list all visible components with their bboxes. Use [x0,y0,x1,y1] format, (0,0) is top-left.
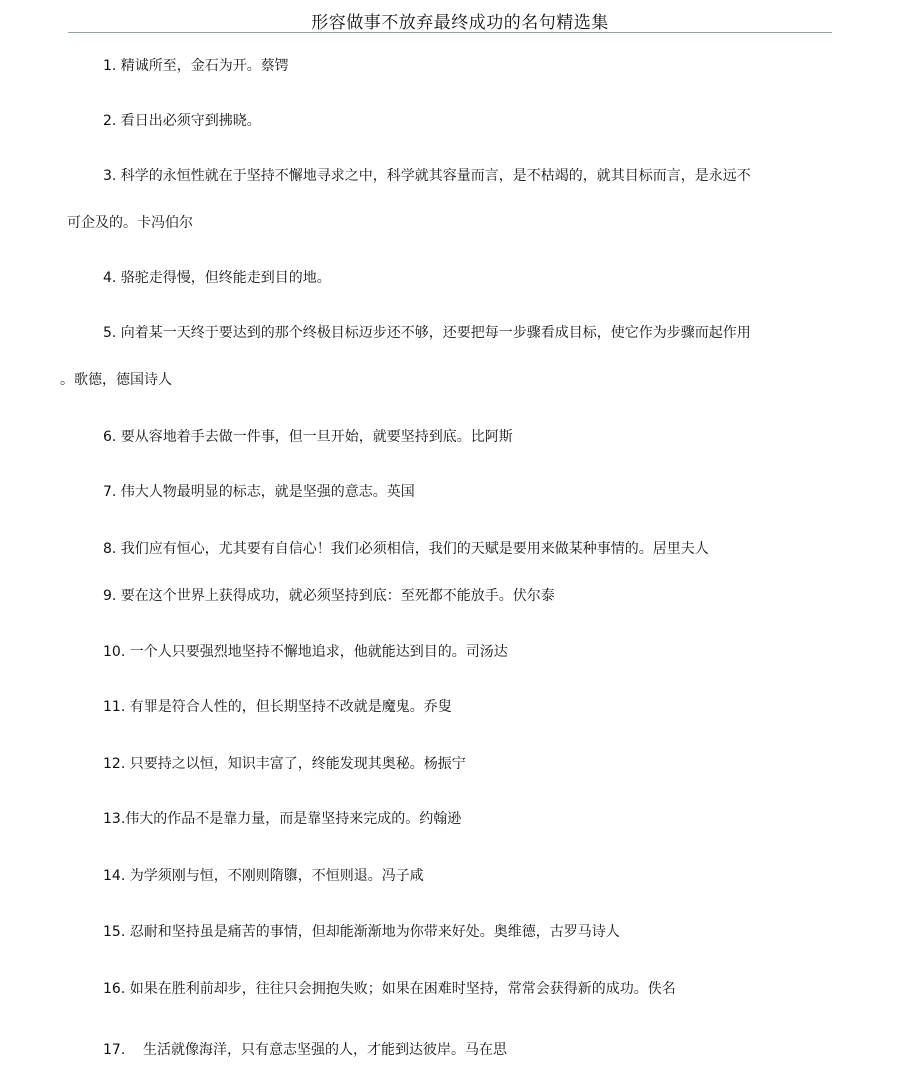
quote-4: 4. 骆驼走得慢，但终能走到目的地。 [103,270,331,286]
quote-10: 10. 一个人只要强烈地坚持不懈地追求，他就能达到目的。司汤达 [103,644,508,660]
header-divider [68,32,832,33]
quote-3: 3. 科学的永恒性就在于坚持不懈地寻求之中，科学就其容量而言，是不枯竭的，就其目标而言，是永远不 [103,168,751,184]
quote-17: 生活就像海洋，只有意志坚强的人，才能到达彼岸。马在思 [143,1042,507,1058]
quote-14: 14. 为学须刚与恒，不刚则隋隳，不恒则退。冯子咸 [103,868,424,884]
quote-9: 9. 要在这个世界上获得成功，就必须坚持到底：至死都不能放手。伏尔泰 [103,588,555,604]
quote-2: 2. 看日出必须守到拂晓。 [103,113,261,129]
quote-15: 15. 忍耐和坚持虽是痛苦的事情，但却能渐渐地为你带来好处。奥维德，古罗马诗人 [103,924,620,940]
quote-5: 5. 向着某一天终于要达到的那个终极目标迈步还不够，还要把每一步骤看成目标，使它作为步骤而起作用 [103,325,751,341]
quote-13: 13.伟大的作品不是靠力量，而是靠坚持来完成的。约翰逊 [103,811,462,827]
quote-16: 16. 如果在胜利前却步，往往只会拥抱失败；如果在困难时坚持，常常会获得新的成功。佚名 [103,981,676,997]
quote-3-continuation: 可企及的。卡冯伯尔 [67,215,193,231]
quote-7: 7. 伟大人物最明显的标志，就是坚强的意志。英国 [103,484,415,500]
quote-1: 1. 精诚所至，金石为开。蔡锷 [103,58,289,74]
quote-11: 11. 有罪是符合人性的，但长期坚持不改就是魔鬼。乔叟 [103,699,452,715]
quote-6: 6. 要从容地着手去做一件事，但一旦开始，就要坚持到底。比阿斯 [103,429,513,445]
quote-5-continuation: 。歌德，德国诗人 [60,372,172,388]
quote-8: 8. 我们应有恒心，尤其要有自信心！我们必须相信，我们的天赋是要用来做某种事情的。居里夫人 [103,541,709,557]
quote-17-number: 17. [103,1042,126,1058]
document-title: 形容做事不放弃最终成功的名句精选集 [311,13,609,33]
quote-12: 12. 只要持之以恒，知识丰富了，终能发现其奥秘。杨振宁 [103,756,466,772]
